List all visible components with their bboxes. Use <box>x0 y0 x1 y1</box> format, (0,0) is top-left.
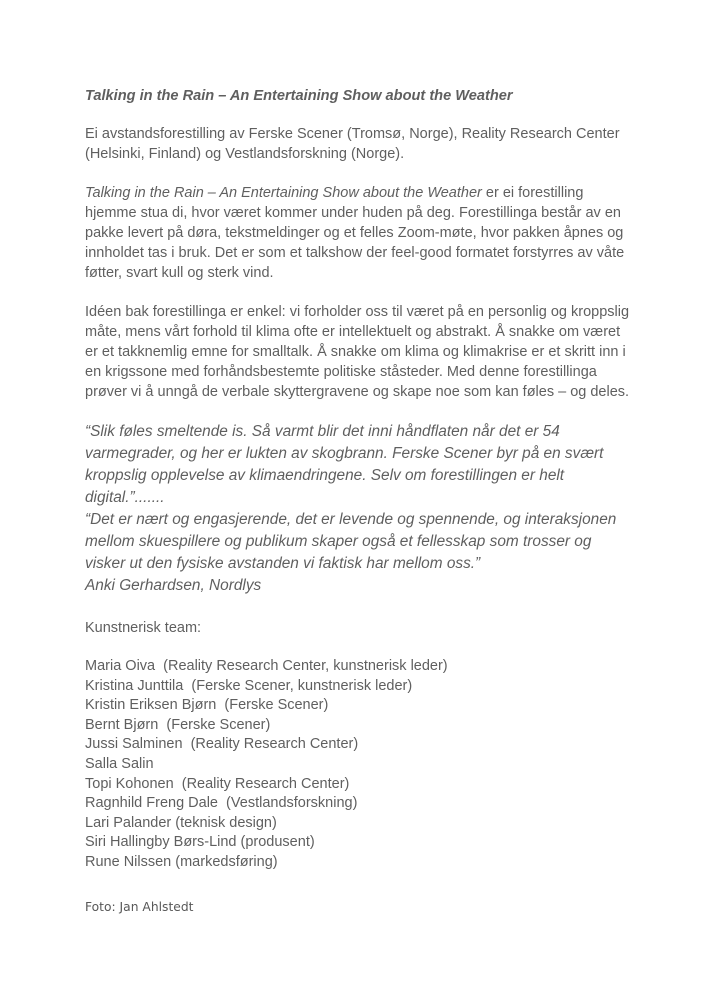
press-quotes <box>85 421 635 597</box>
intro-paragraph: Ei avstandsforestilling av Ferske Scener (Tromsø, Norge), Reality Research Center (Helsinki, Finland) og Vestlandsforskning (Norge). <box>85 126 620 162</box>
about-paragraph-text: er ei forestilling hjemme stua di, hvor været kommer under huden på deg. Forestillinga består av en pakke levert på døra, tekstmeldinger og et felles Zoom-møte, hvor pakken åpnes og innholdet tas i bruk. Det er som et talkshow der feel-good formatet forstyrres av våte føtter, svart kull og sterk vind. <box>85 185 625 281</box>
team-member: Ragnhild Freng Dale (Vestlandsforskning) <box>85 795 358 812</box>
team-member: Kristin Eriksen Bjørn (Ferske Scener) <box>85 697 329 714</box>
team-member: Bernt Bjørn (Ferske Scener) <box>85 716 271 733</box>
quote-attribution: Anki Gerhardsen, Nordlys <box>85 577 262 594</box>
press-quote-1: “Slik føles smeltende is. Så varmt blir det inni håndflaten når det er 54 varmegrader, og her er lukten av skogbrann. Ferske Scener byr på en svært kroppslig opplevelse av klimaendringene. Selv om forestillingen er helt digital.”....... <box>85 423 604 506</box>
team-member: Kristina Junttila (Ferske Scener, kunstnerisk leder) <box>85 677 413 694</box>
team-member: Siri Hallingby Børs-Lind (produsent) <box>85 834 315 851</box>
team-member: Lari Palander (teknisk design) <box>85 814 277 831</box>
document-title: Talking in the Rain – An Entertaining Show about the Weather <box>85 88 513 104</box>
about-paragraph <box>85 183 635 283</box>
team-member: Rune Nilssen (markedsføring) <box>85 853 278 870</box>
show-title-inline: Talking in the Rain – An Entertaining Show about the Weather <box>85 185 482 201</box>
team-member: Salla Salin <box>85 755 154 772</box>
team-member: Jussi Salminen (Reality Research Center) <box>85 736 359 753</box>
team-member: Maria Oiva (Reality Research Center, kunstnerisk leder) <box>85 658 448 674</box>
photo-credit: Foto: Jan Ahlstedt <box>85 899 194 914</box>
team-member: Topi Kohonen (Reality Research Center) <box>85 775 350 792</box>
idea-paragraph: Idéen bak forestillinga er enkel: vi forholder oss til været på en personlig og kroppslig måte, mens vårt forhold til klima ofte er intellektuelt og abstrakt. Å snakke om været er et takknemlig emne for smalltalk. Å snakke om klima og klimakrise er et skritt inn i en krigssone med forhåndsbestemte politiske ståsteder. Med denne forestillinga prøver vi å unngå de verbale skyttergravene og skape noe som kan føles – og deles. <box>85 304 630 400</box>
team-list <box>85 657 635 873</box>
press-quote-2: “Det er nært og engasjerende, det er levende og spennende, og interaksjonen mellom skuespillere og publikum skaper også et fellesskap som trosser og visker ut den fysiske avstanden vi faktisk har mellom oss.” <box>85 511 617 572</box>
team-heading: Kunstnerisk team: <box>85 620 202 636</box>
